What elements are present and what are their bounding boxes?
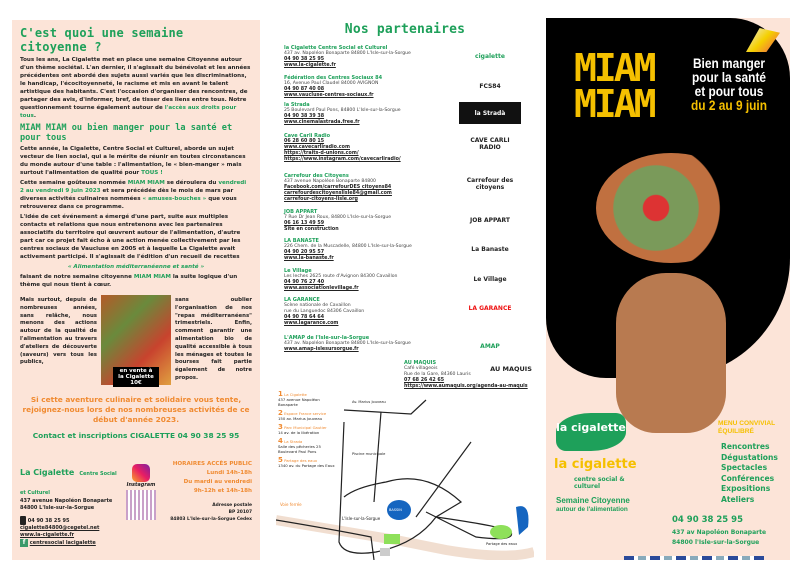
partner-logo: cigalette [475,52,505,60]
menu-title: ÉQUILIBRÉ [718,428,754,435]
hours-title: HORAIRES ACCÈS PUBLIC [172,461,252,467]
partner-name: Carrefour des Citoyens [284,173,349,179]
partner-address: rue du Languedoc 84306 Cavaillon [284,309,365,314]
left-panel [12,20,260,560]
menu-title: MENU CONVIVIAL [718,420,776,427]
partner-address: Les Ieches 2625 route d'Avignon 84300 Cavaillon [284,274,398,279]
cover-address: 84800 l'Isle-sur-la-Sorgue [672,539,760,546]
partner-link[interactable]: 04 90 76 27 40 [284,280,325,285]
partner-name: LA BANASTE [284,238,319,244]
legend-address: 1340 av. du Partage des Eaux [278,463,335,468]
hours-line: Du mardi au vendredi [183,479,252,485]
legend-address: Salle des pêcheries 25 Boulevard Paul Pons [278,444,321,454]
paragraph-5: faisant de notre semaine citoyenne MIAM MIAM la suite logique d'un thème qui nous tient à cœur. [20,274,238,288]
partner-entry [284,238,528,262]
partner-link[interactable]: 04 90 87 40 08 [284,87,325,92]
partner-name: JOB APPART [284,209,318,215]
food-illustration [596,153,746,263]
partner-link[interactable]: Facebook.com/carrefourDES citoyens84 [284,185,392,190]
tagline-line: pour la santé [691,69,767,85]
map-legend-item [278,458,336,468]
postal-line: 84803 L'Isle-sur-la-Sorgue Cedex [170,517,252,522]
partner-link[interactable]: 04 90 78 64 64 [284,315,325,320]
cigalette-logo: la cigalette [556,413,626,451]
recipe-book-image [101,295,171,385]
menu-item: Rencontres [721,442,770,451]
website-link[interactable]: www.la-cigalette.fr [20,532,75,538]
org-name: La Cigalette Centre Social et Culturel [20,468,117,496]
address-line: 437 avenue Napoléon Bonaparte [20,498,113,504]
contact-line: Contact et inscriptions CIGALETTE 04 90 38 25 95 [32,431,240,440]
hours-line: Lundi 14h-18h [206,470,252,476]
menu-item: Conférences [721,473,775,483]
partners-title: Nos partenaires [344,22,466,37]
phone-icon [20,516,26,525]
cover-panel [546,18,790,560]
partner-name: la Cigalette Centre Social et Culturel [284,45,388,51]
partner-address: 7 Rue Dr Jean Roux, 84800 L'Isle-sur-la-Sorgue [284,215,392,220]
event-dates: du 2 au 9 juin [690,97,768,113]
hours-line: 9h-12h et 14h-18h [193,488,252,494]
facebook-icon: f [20,539,28,547]
au-maquis-logo: AU MAQUIS [490,364,532,373]
legend-address: 14 av. de la libération [278,430,320,435]
partner-note: Site en construction [284,227,339,232]
map-legend [278,392,336,472]
partner-entry [284,297,528,327]
partner-link[interactable]: 06 16 13 49 59 [284,221,325,226]
partner-entry [284,173,528,203]
cover-phone: 04 90 38 25 95 [672,515,743,525]
partner-link[interactable]: carrefour-citoyens-lisle.org [284,197,358,202]
partner-sub: Café villageois [404,366,438,371]
qr-code[interactable] [126,490,156,520]
brand-name: la cigalette [554,457,637,472]
partner-phone[interactable]: 07 68 26 42 65 [404,378,445,383]
partner-name: LA GARANCE [284,297,320,303]
partner-logo: Le Village [473,275,507,283]
phone: 04 90 38 25 95 [20,516,118,525]
partner-address: 437 av. Napoléon Bonaparte 84800 L'Isle-sur-la-Sorgue [284,51,411,56]
partner-au-maquis [404,360,534,390]
map-legend-item [278,392,336,407]
partner-name: L'AMAP de l'Isle-sur-la-Sorgue [284,335,370,341]
partner-entry [284,102,528,126]
tagline-line: et pour tous [694,83,764,99]
intro-text: Tous les ans, La Cigalette met en place une semaine Citoyenne autour d'un thème sociétal. L'an dernier, il s'agissait du bénévolat et les années précédentes ont abordé des sujets aussi variés que les discriminations, le handicap, l'écocitoyenneté, le racisme et mis en avant le talent artistique des habitants. C'est l'occasion d'organiser des rencontres, de partager des avis, d'informer, bref, de tisser des liens entre tous. Notre questionnement tourne également autour de l'accès aux droits pour tous. [20,57,251,119]
partner-name: Le Village [284,268,312,274]
map-street-label: Av. Marius Jouveau [352,400,386,404]
menu-item: Ateliers [721,494,755,504]
partner-entry [284,268,528,292]
partner-link[interactable]: https://www.aumaquis.org/agenda-au-maquis [404,384,528,389]
legend-number: 1 [278,390,283,398]
partner-logo: Carrefour des citoyens [466,177,514,191]
legend-name: La Cigalette [284,392,307,397]
sponsor-logos [624,556,764,560]
week-title: Semaine Citoyenne [556,496,630,505]
partner-name: AU MAQUIS [404,360,437,366]
partner-link[interactable]: 06 28 60 80 15 [284,139,325,144]
postal-line: BP 20107 [228,510,252,515]
partner-link[interactable]: www.la-banaste.fr [284,256,334,261]
legend-number: 5 [278,456,283,464]
cover-address: 437 av Napoléon Bonaparte [672,529,767,536]
column-text-1: Mais surtout, depuis de nombreuses années, sans relâche, nous menons des actions autour de la qualité de l'alimentation au travers d'ateliers de découverte (saveurs) vers tous les publics, [20,297,97,366]
partner-address: Rue de la Gare, 84360 Lauris [404,372,471,377]
partner-name: Fédération des Centres Sociaux 84 [284,75,383,81]
instagram-icon[interactable] [132,464,150,482]
legend-address: 437 avenue Napoléon Bonaparte [278,397,320,407]
partner-link[interactable]: 04 90 38 25 95 [284,57,325,62]
partner-address: Scène nationale de Cavaillon [284,303,351,308]
legend-address: 150 av. Marius Jouveau [278,416,323,421]
partner-address: 25 Boulevard Paul Pons, 84800 L'Isle-sur-la-Sorgue [284,108,401,113]
partner-link[interactable]: www.associationlevillage.fr [284,286,359,291]
partner-link[interactable]: www.cavecarliradio.com [284,145,350,150]
email-link[interactable]: cigalette84800@cegetel.net [20,525,100,531]
map-partage-label: Partage des eaux [486,542,518,546]
legend-name: Espace France service [284,411,327,416]
partner-name: Cave Carli Radio [284,133,331,139]
address-line: 84800 L'Isle-sur-la-Sorgue [20,505,95,511]
book-price-label: en vente à la Cigalette 10€ [113,367,159,387]
partner-link[interactable]: 04 90 20 95 57 [284,250,325,255]
partner-logo: FCS84 [479,82,501,90]
facebook-link[interactable]: centresocial lacigalette [29,540,96,546]
partner-address: 226 Chem. de la Muscadelle, 84800 L'Isle-sur-la-Sorgue [284,244,412,249]
brand-sub: centre social & culturel [574,476,625,490]
partner-entry [284,75,528,99]
face-illustration [616,273,726,433]
partner-entry [284,209,528,233]
miam-logo: MIAM MIAM [574,46,654,126]
call-to-action: Si cette aventure culinaire et solidaire vous tente, rejoignez-nous lors de nos nombreuses activités de ce début d'année 2023. [22,395,250,424]
map-legend-item [278,425,336,435]
legend-name: La Strada [284,439,303,444]
map-legend-item [278,439,336,454]
column-text-2: sans oublier l'organisation de nos "repas méditerranéens" trimestriels. Enfin, comment garantir une alimentation bio de qualité accessible à tous les ménages et toutes le bourses fait partie également de notre propos. [175,297,252,381]
partner-link[interactable]: https://www.instagram.com/cavecarliradio/ [284,157,401,162]
partner-logo: CAVE CARLI RADIO [470,137,510,151]
menu-item: Expositions [721,484,771,494]
partner-address: 437 avenue Napoléon Bonaparte 84800 [284,179,376,184]
map-town-label: L'Isle-sur-la-Sorgue [342,516,381,521]
tagline-line: Bien manger [692,55,766,71]
partner-link[interactable]: https://traits-d-unions.com/ [284,151,359,156]
partner-link[interactable]: www.lagarance.com [284,321,339,326]
paragraph-3: Cette semaine goûteuse nommée MIAM MIAM se déroulera du vendredi 2 au vendredi 9 juin 2023 et sera précédée dès le mois de mars par diverses activités culinaires nommées « amuses-bouches » que vous retrouverez dans ce programme. [20,180,247,210]
partner-entry [284,335,528,353]
partner-link[interactable]: www.cinemalastrada.free.fr [284,120,360,125]
map-bassin-label: BASSIN [389,508,402,512]
map-voie-label: Voie ferrée [280,502,302,507]
legend-name: Partage des eaux [284,458,318,463]
menu-item: Spectacles [721,463,768,473]
partner-link[interactable]: carrefourdescitoyenslisle84@gmail.com [284,191,392,196]
legend-number: 4 [278,437,283,445]
partner-logo: la Stradà [459,102,521,124]
partner-link[interactable]: www.vaucluse-centres-sociaux.fr [284,93,374,98]
map-legend-item [278,411,336,421]
paragraph-2: Cette année, la Cigalette, Centre Social et Culturel, aborde un sujet vecteur de lien social, qui a le mérite de réunir en toutes circonstances du monde autour d'une table : l'alimentation, le « bien-manger » mais surtout l'alimentation de qualité pour TOUS ! [20,146,246,176]
partner-logo: La Banaste [471,245,509,253]
partner-address: 16, Avenue Paul Claudel 84000 AVIGNON [284,81,379,86]
partner-entry [284,133,528,163]
section-title: C'est quoi une semaine citoyenne ? [20,26,184,54]
partner-logo: JOB APPART [470,216,510,224]
partner-name: la Strada [284,102,310,108]
miam-subtitle: MIAM MIAM ou bien manger pour la santé et pour tous [20,123,233,143]
postal-title: Adresse postale [212,503,252,508]
legend-number: 2 [278,409,283,417]
partner-entry [284,45,528,69]
instagram-label: Instagram [126,482,156,488]
quote: « Alimentation méditerranéenne et santé » [67,264,205,270]
week-subtitle: autour de l'alimentation [556,506,628,513]
partner-logo: AMAP [480,342,500,350]
menu-item: Dégustations [721,452,778,462]
partner-logo: LA GARANCE [468,304,512,312]
paragraph-4: L'idée de cet événement a émergé d'une part, suite aux multiples contacts et relations que nous entretenons avec les partenaires associatifs du territoire qui œuvrent autour de l'alimentation, d'autre part car ce projet fait écho à une action menée collectivement par les centres sociaux de Vaucluse en 2005 et à laquelle La Cigalette avait activement participé. Il s'agissait de l'édition d'un recueil de recettes [20,214,241,260]
partner-link[interactable]: www.amap-islesursorgue.fr [284,347,359,352]
partners-panel [276,20,534,560]
legend-name: Parc Municipal Gautier [284,425,327,430]
map-piscine-label: Piscine municipale [352,452,386,456]
partner-address: 437 av. Napoléon Bonaparte 84800 L'Isle-sur-la-Sorgue [284,341,411,346]
partner-link[interactable]: 04 90 38 39 38 [284,114,325,119]
partner-link[interactable]: www.la-cigalette.fr [284,63,336,68]
legend-number: 3 [278,423,283,431]
